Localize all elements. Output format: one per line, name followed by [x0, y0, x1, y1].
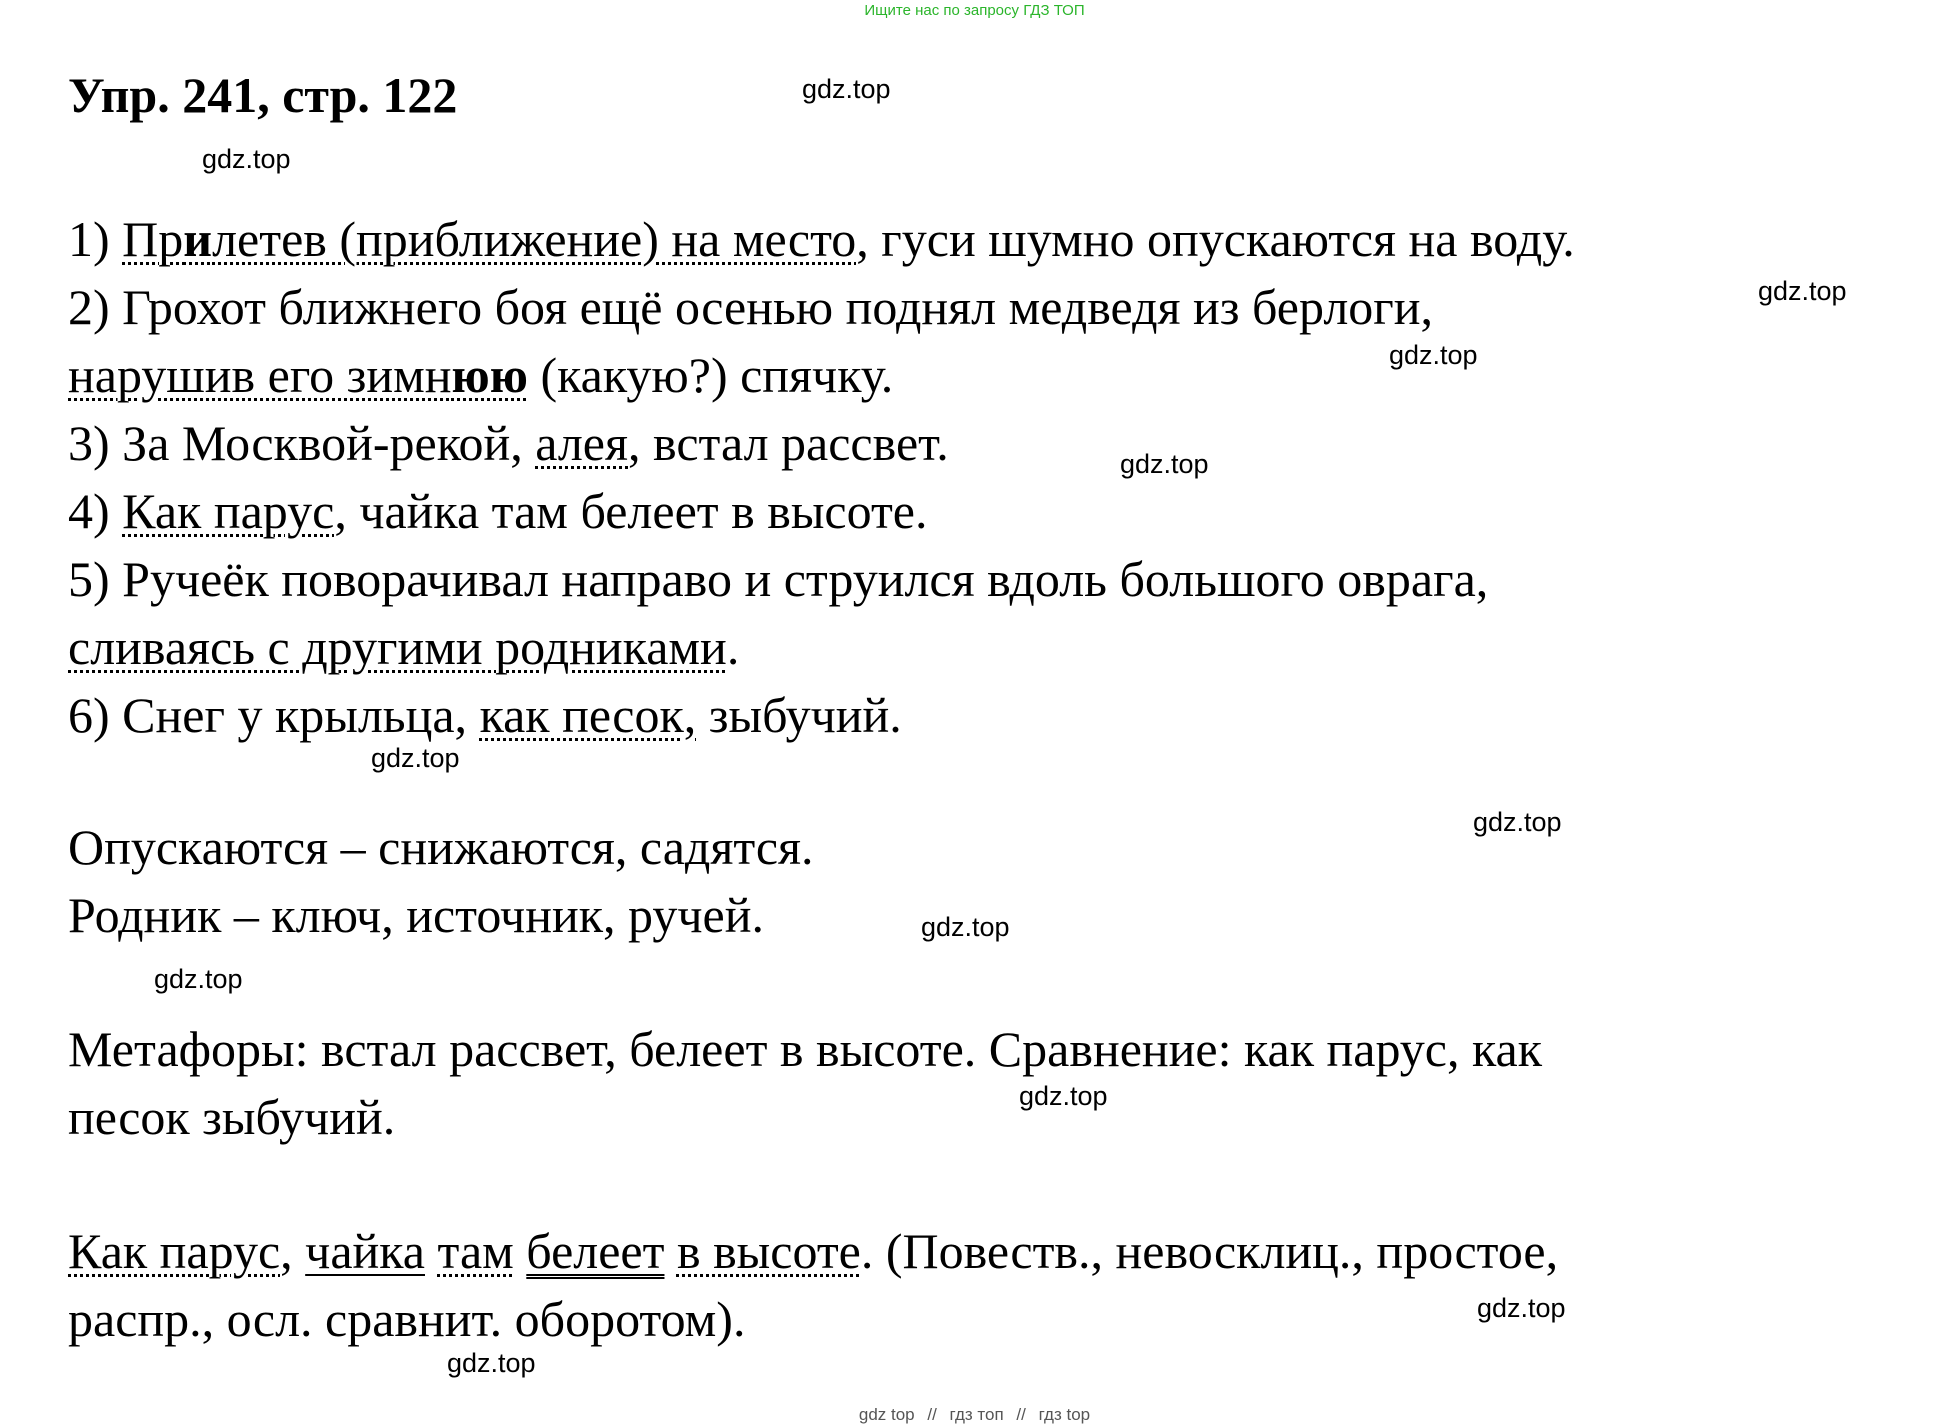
punctuation: .: [726, 619, 740, 675]
top-note: Ищите нас по запросу ГДЗ ТОП: [864, 2, 1085, 19]
sentence-rest: , чайка там белеет в высоте.: [334, 483, 928, 539]
sentence-rest: зыбучий.: [696, 687, 902, 743]
space: [664, 1223, 677, 1279]
metaphors-line-1: Метафоры: встал рассвет, белеет в высоте. Сравнение: как парус, как: [68, 1021, 1543, 1077]
watermark: gdz.top: [1477, 1293, 1566, 1323]
metaphors-line-2: песок зыбучий.: [68, 1089, 396, 1145]
predicate: белеет: [526, 1223, 665, 1279]
bottom-link[interactable]: гдз топ: [949, 1405, 1004, 1424]
ending: юю: [451, 347, 528, 403]
analysis-line-1: [68, 1223, 1559, 1279]
watermark: gdz.top: [921, 912, 1010, 942]
sentence-5-line-1: 5) Ручеёк поворачивал направо и струился вдоль большого оврага,: [68, 551, 1489, 607]
sentence-rest: (какую?) спячку.: [527, 347, 894, 403]
watermark: gdz.top: [447, 1348, 536, 1378]
watermark: gdz.top: [1019, 1081, 1108, 1111]
adverbial: в высоте: [676, 1223, 861, 1279]
sentence-4: [68, 483, 928, 539]
punctuation: ,: [280, 1223, 306, 1279]
separator: //: [927, 1405, 937, 1424]
adverbial: там: [437, 1223, 514, 1279]
stressed-letter: и: [183, 211, 213, 267]
watermark: gdz.top: [202, 144, 291, 174]
phrase-part: летев (приближение) на место: [212, 211, 857, 267]
bottom-link[interactable]: gdz top: [858, 1405, 915, 1424]
watermark: gdz.top: [1389, 340, 1478, 370]
participle-phrase: [68, 347, 528, 403]
bottom-link[interactable]: гдз top: [1038, 1405, 1091, 1424]
sentence-number: 4): [68, 483, 123, 539]
watermark: gdz.top: [371, 743, 460, 773]
sentence-2-line-1: 2) Грохот ближнего боя ещё осенью поднял медведя из берлоги,: [68, 279, 1434, 335]
phrase-part: нарушив его зимн: [68, 347, 452, 403]
separator: //: [1016, 1405, 1026, 1424]
watermark: gdz.top: [1473, 807, 1562, 837]
comparison-phrase: Как парус: [68, 1223, 281, 1279]
comparison-phrase: Как парус: [122, 483, 335, 539]
comparison-phrase: как песок,: [479, 687, 697, 743]
analysis-line-2: распр., осл. сравнит. оборотом).: [68, 1291, 746, 1347]
watermark: gdz.top: [154, 964, 243, 994]
exercise-title: Упр. 241, стр. 122: [68, 67, 458, 123]
sentence-1: [68, 211, 1575, 267]
watermark: gdz.top: [802, 74, 891, 104]
sentence-3: [68, 415, 949, 471]
sentence-6: [68, 687, 902, 743]
sentence-part: 3) За Москвой-рекой,: [68, 415, 536, 471]
participle: алея: [535, 415, 628, 471]
sentence-2-line-2: [68, 347, 894, 403]
participle-phrase: сливаясь с другими родниками: [68, 619, 727, 675]
analysis-note: . (Повеств., невосклиц., простое,: [860, 1223, 1559, 1279]
subject: чайка: [305, 1223, 425, 1279]
sentence-rest: , встал рассвет.: [628, 415, 949, 471]
space: [514, 1223, 527, 1279]
phrase-part: Пр: [122, 211, 184, 267]
space: [425, 1223, 438, 1279]
synonyms-line-2: Родник – ключ, источник, ручей.: [68, 887, 764, 943]
bottom-links: [0, 1405, 1949, 1425]
watermark: gdz.top: [1758, 276, 1847, 306]
sentence-part: 6) Снег у крыльца,: [68, 687, 480, 743]
sentence-number: 1): [68, 211, 123, 267]
participle-phrase: [122, 211, 856, 267]
sentence-5-line-2: [68, 619, 740, 675]
sentence-rest: , гуси шумно опускаются на воду.: [856, 211, 1575, 267]
watermark: gdz.top: [1120, 449, 1209, 479]
synonyms-line-1: Опускаются – снижаются, садятся.: [68, 819, 814, 875]
